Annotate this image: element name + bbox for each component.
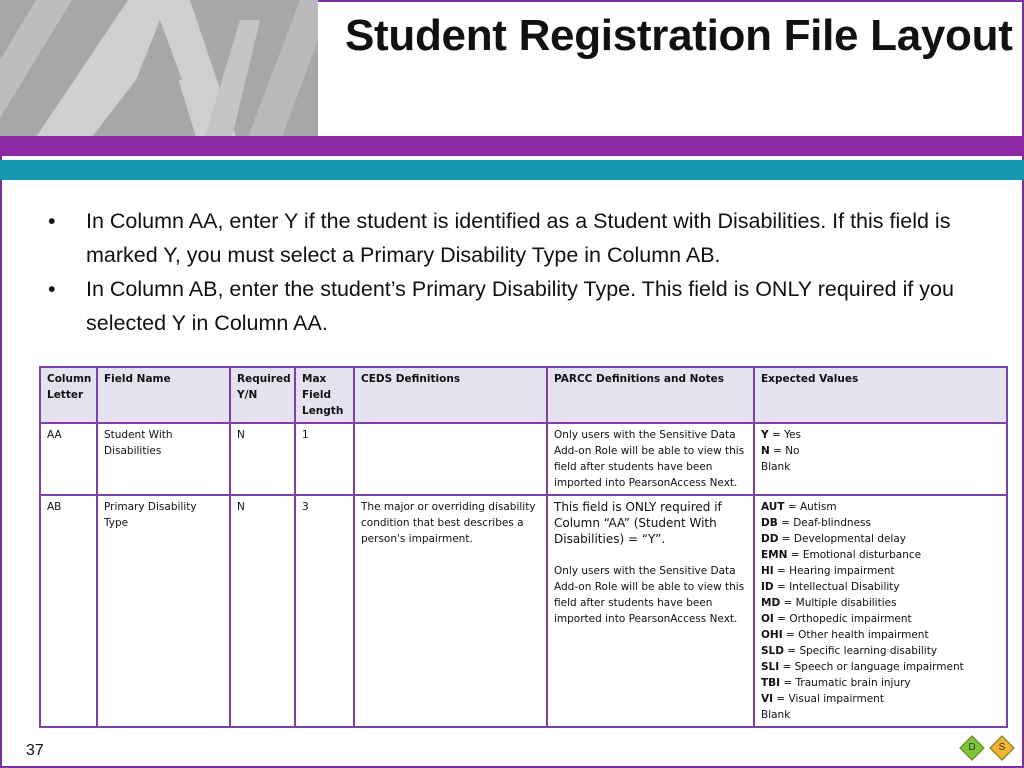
diamond-d-icon[interactable] xyxy=(960,736,984,760)
bullet-text: In Column AB, enter the student’s Primary Disability Type. This field is ONLY required if you selected Y in Column AA. xyxy=(86,277,954,335)
parcc-sensitive-note: Only users with the Sensitive Data Add-on Role will be able to view this field after students have been imported into PearsonAccess Next. xyxy=(554,565,745,625)
cell-column-letter: AA xyxy=(40,423,97,495)
cell-max-length: 1 xyxy=(295,423,354,495)
bullet-item xyxy=(46,204,1006,272)
table-header-row xyxy=(40,367,1007,423)
expected-value: N = No xyxy=(761,445,800,457)
diamond-s-icon[interactable] xyxy=(990,736,1014,760)
cell-required: N xyxy=(230,423,295,495)
expected-value: SLD = Specific learning disability xyxy=(761,645,938,657)
bullet-list xyxy=(46,204,1006,340)
expected-value: Blank xyxy=(761,709,791,721)
bullet-text: In Column AA, enter Y if the student is identified as a Student with Disabilities. If this field is marked Y, you must select a Primary Disability Type in Column AB. xyxy=(86,209,951,267)
expected-value: OHI = Other health impairment xyxy=(761,629,929,641)
file-layout-table xyxy=(39,366,1008,728)
expected-value: SLI = Speech or language impairment xyxy=(761,661,964,673)
nav-d-label: D xyxy=(968,742,976,753)
bullet-dot-icon: • xyxy=(48,209,56,233)
cell-field-name: Primary Disability Type xyxy=(97,495,230,727)
expected-value: TBI = Traumatic brain injury xyxy=(761,677,911,689)
cell-expected xyxy=(754,423,1007,495)
cell-parcc: Only users with the Sensitive Data Add-on Role will be able to view this field after students have been imported into PearsonAccess Next. xyxy=(547,423,754,495)
letter-a-logo-icon xyxy=(0,0,318,137)
page-number: 37 xyxy=(26,742,44,759)
header-field-name: Field Name xyxy=(97,367,230,423)
nav-s-label: S xyxy=(998,742,1006,753)
expected-value: MD = Multiple disabilities xyxy=(761,597,897,609)
parcc-main-note: This field is ONLY required if Column “AA” (Student With Disabilities) = “Y”. xyxy=(554,500,722,546)
header-max-length: Max Field Length xyxy=(295,367,354,423)
teal-band xyxy=(0,160,1024,180)
expected-value: Y = Yes xyxy=(761,429,802,441)
cell-expected xyxy=(754,495,1007,727)
header-required: Required Y/N xyxy=(230,367,295,423)
table-row xyxy=(40,423,1007,495)
header-column-letter: Column Letter xyxy=(40,367,97,423)
header-expected: Expected Values xyxy=(754,367,1007,423)
cell-column-letter: AB xyxy=(40,495,97,727)
bullet-dot-icon: • xyxy=(48,277,56,301)
slide-title: Student Registration File Layout xyxy=(345,11,1013,60)
header-ceds: CEDS Definitions xyxy=(354,367,547,423)
expected-value: OI = Orthopedic impairment xyxy=(761,613,912,625)
cell-parcc xyxy=(547,495,754,727)
expected-value: AUT = Autism xyxy=(761,501,837,513)
table-row xyxy=(40,495,1007,727)
purple-band xyxy=(0,136,1024,156)
cell-required: N xyxy=(230,495,295,727)
expected-value: DB = Deaf-blindness xyxy=(761,517,871,529)
cell-max-length: 3 xyxy=(295,495,354,727)
cell-ceds xyxy=(354,423,547,495)
header-parcc: PARCC Definitions and Notes xyxy=(547,367,754,423)
expected-value: Blank xyxy=(761,461,791,473)
expected-value: VI = Visual impairment xyxy=(761,693,884,705)
expected-value: EMN = Emotional disturbance xyxy=(761,549,922,561)
expected-value: DD = Developmental delay xyxy=(761,533,906,545)
cell-ceds: The major or overriding disability condition that best describes a person's impairment. xyxy=(354,495,547,727)
expected-value: ID = Intellectual Disability xyxy=(761,581,900,593)
expected-value: HI = Hearing impairment xyxy=(761,565,895,577)
bullet-item xyxy=(46,272,1006,340)
logo-svg xyxy=(0,0,318,137)
spacer xyxy=(554,547,747,563)
cell-field-name: Student With Disabilities xyxy=(97,423,230,495)
